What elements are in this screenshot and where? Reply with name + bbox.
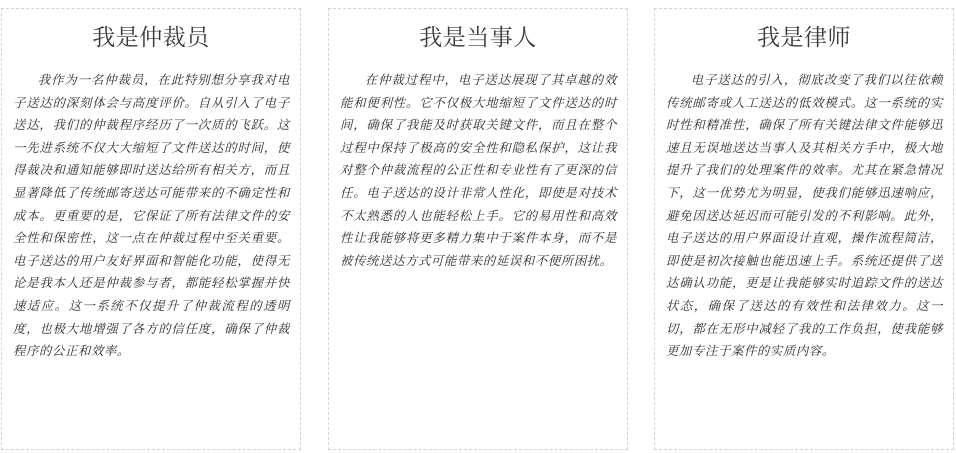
card-body-text: 在仲裁过程中，电子送达展现了其卓越的效能和便利性。它不仅极大地缩短了文件送达的时间，确保了我能及时获取关键文件，而且在整个过程中保持了极高的安全性和隐私保护，这让我对整个仲裁流程的公正性和专业性有了更深的信任。电子送达的设计非常人性化，即使是对技术不太熟悉的人也能轻松上手。它的易用性和高效性让我能够将更多精力集中于案件本身，而不是被传统送达方式可能带来的延误和不便所困扰。 <box>340 72 617 268</box>
testimonial-card-lawyer <box>654 8 954 450</box>
card-title: 我是律师 <box>757 25 851 51</box>
testimonial-card-party <box>328 8 628 450</box>
testimonial-card-arbitrator <box>1 8 301 450</box>
card-body-text: 电子送达的引入，彻底改变了我们以往依赖传统邮寄或人工送达的低效模式。这一系统的实时性和精准性，确保了所有关键法律文件能够迅速且无误地送达当事人及其相关方手中，极大地提升了我们的处理案件的效率。尤其在紧急情况下，这一优势尤为明显，使我们能够迅速响应，避免因送达延迟而可能引发的不利影响。此外，电子送达的用户界面设计直观，操作流程简洁，即使是初次接触也能迅速上手。系统还提供了送达确认功能，更是让我能够实时追踪文件的送达状态，确保了送达的有效性和法律效力。这一切，都在无形中减轻了我的工作负担，使我能够更加专注于案件的实质内容。 <box>666 72 943 359</box>
card-body-text: 我作为一名仲裁员，在此特别想分享我对电子送达的深刻体会与高度评价。自从引入了电子送达，我们的仲裁程序经历了一次质的飞跃。这一先进系统不仅大大缩短了文件送达的时间，使得裁决和通知能够即时送达给所有相关方，而且显著降低了传统邮寄送达可能带来的不确定性和成本。更重要的是，它保证了所有法律文件的安全性和保密性，这一点在仲裁过程中至关重要。电子送达的用户友好界面和智能化功能，使得无论是我本人还是仲裁参与者，都能轻松掌握并快速适应。这一系统不仅提升了仲裁流程的透明度，也极大地增强了各方的信任度，确保了仲裁程序的公正和效率。 <box>13 72 290 359</box>
card-title: 我是当事人 <box>419 25 537 51</box>
card-title: 我是仲裁员 <box>92 25 210 51</box>
